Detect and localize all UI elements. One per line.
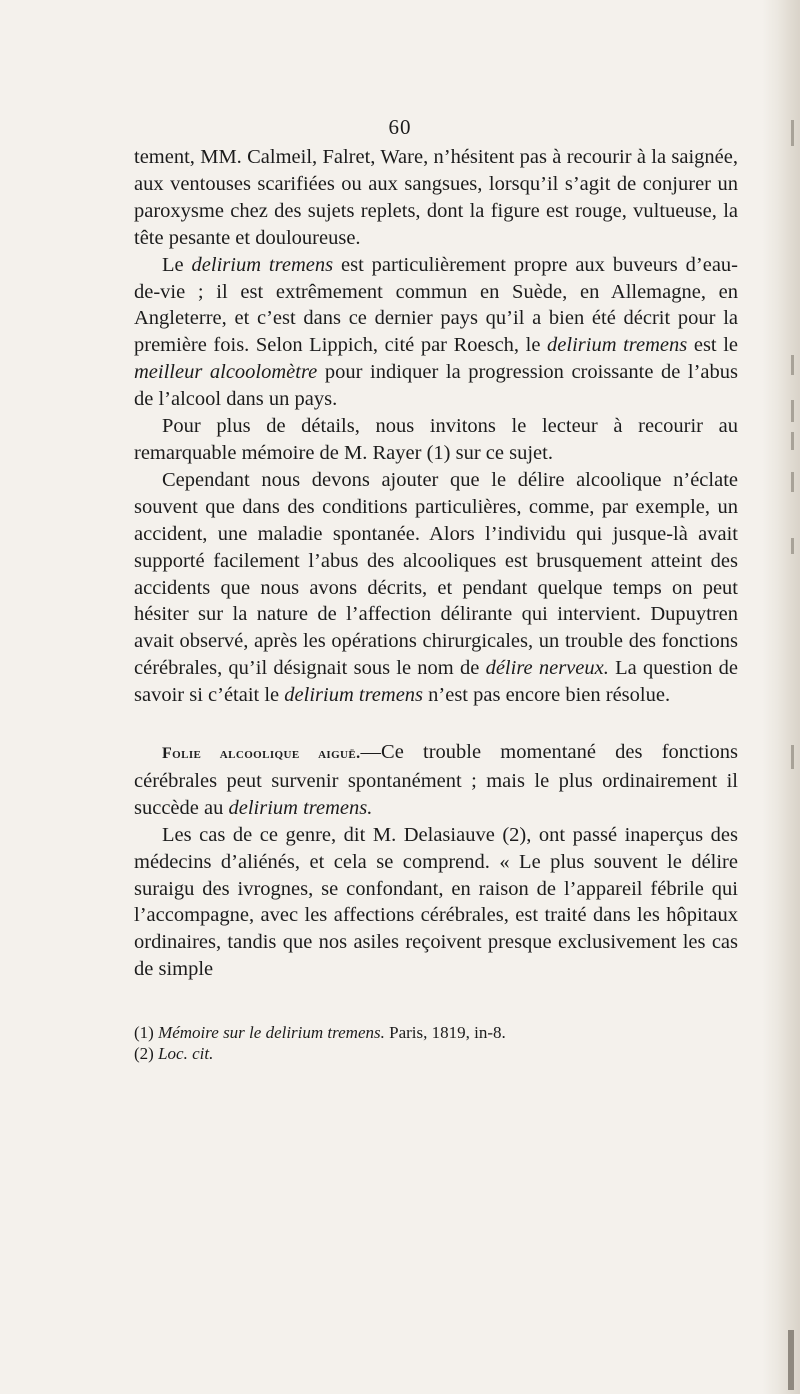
edge-mark [791, 538, 794, 554]
footnote-2 [134, 1043, 738, 1064]
footnote-title: Mémoire sur le delirium tremens. [158, 1023, 385, 1042]
paragraph-5-part-1: Ce trouble momentané des fonctions cérébrales peut survenir spontanément ; mais le plus ordinairement il succède au [134, 741, 738, 819]
delirium-tremens-term: delirium tremens [547, 334, 688, 357]
body-text [134, 144, 738, 983]
paragraph-2-le: Le [162, 253, 184, 276]
paragraph-2-part-2: est le [693, 334, 738, 357]
footnote-marker: (1) [134, 1023, 154, 1042]
paragraph-3: Pour plus de détails, nous invitons le lecteur à recourir au remarquable mémoire de M. Rayer (1) sur ce sujet. [134, 415, 738, 464]
edge-mark [791, 432, 794, 450]
footnote-rest: Paris, 1819, in-8. [389, 1023, 506, 1042]
paragraph-1: tement, MM. Calmeil, Falret, Ware, n’hésitent pas à recourir à la saignée, aux ventouses scarifiées ou aux sangsues, lorsqu’il s’agit de conjurer un paroxysme chez des sujets replets, dont la figure est rouge, vultueuse, la tête pesante et douloureuse. [134, 146, 738, 249]
paragraph-6: Les cas de ce genre, dit M. Delasiauve (2), ont passé inaperçus des médecins d’aliénés, et cela se comprend. « Le plus souvent le délire suraigu des ivrognes, se confondant, en raison de l’appareil fébrile qui l’accompagne, avec les affections cérébrales, est traité dans les hôpitaux ordinaires, tandis que nos asiles reçoivent presque exclusivement les cas de simple [134, 823, 738, 981]
paragraph-4-part-2: La question de savoir si c’était le [134, 657, 739, 707]
paragraph-4 [134, 467, 738, 709]
footnote-1 [134, 1022, 738, 1043]
delirium-tremens-term: delirium tremens. [228, 796, 373, 819]
delirium-tremens-term: delirium tremens [191, 253, 334, 276]
paragraph-4-part-1: Cependant nous devons ajouter que le délire alcoolique n’éclate souvent que dans des conditions particulières, comme, par exemple, un accident, une maladie spontanée. Alors l’individu qui jusque-là avait supporté facilement l’abus des alcooliques est brusquement atteint des accidents que nous avons décrits, et pendant quelque temps on peut hésiter sur la nature de l’affection délirante qui intervient. Dupuytren avait observé, après les opérations chirurgicales, un trouble des fonctions cérébrales, qu’il désignait sous le nom de [134, 468, 738, 680]
footnote-title: Loc. cit. [158, 1044, 214, 1063]
paragraph-2 [134, 252, 738, 413]
section-gap [134, 709, 738, 739]
edge-mark [791, 472, 794, 492]
delire-nerveux-term: délire nerveux. [485, 657, 609, 680]
paragraph-4-part-3: n’est pas encore bien résolue. [428, 684, 671, 707]
delirium-tremens-term: delirium tremens [284, 684, 424, 707]
paragraph-2-part-3: pour indiquer la progression croissante de l’abus de l’alcool dans un pays. [134, 361, 738, 411]
edge-mark [791, 355, 794, 375]
footnote-marker: (2) [134, 1044, 154, 1063]
edge-mark [791, 400, 794, 422]
footnotes [134, 1022, 738, 1064]
alcoolometre-term: meilleur alcoolomètre [134, 361, 318, 384]
page-number: 60 [388, 115, 412, 139]
edge-mark [791, 745, 794, 769]
page-edge-shadow [762, 0, 800, 1394]
edge-mark [788, 1330, 794, 1390]
section-heading: Folie alcoolique aiguë. [162, 745, 361, 763]
paragraph-2-part-1: est particulièrement propre aux buveurs d’eau-de-vie ; il est extrêmement commun en Suède, en Allemagne, en Angleterre, et c’est dans ce dernier pays qu’il a bien été décrit pour la première fois. Selon Lippich, cité par Roesch, le [134, 253, 739, 357]
em-dash: — [360, 741, 382, 764]
paragraph-5 [134, 739, 738, 822]
